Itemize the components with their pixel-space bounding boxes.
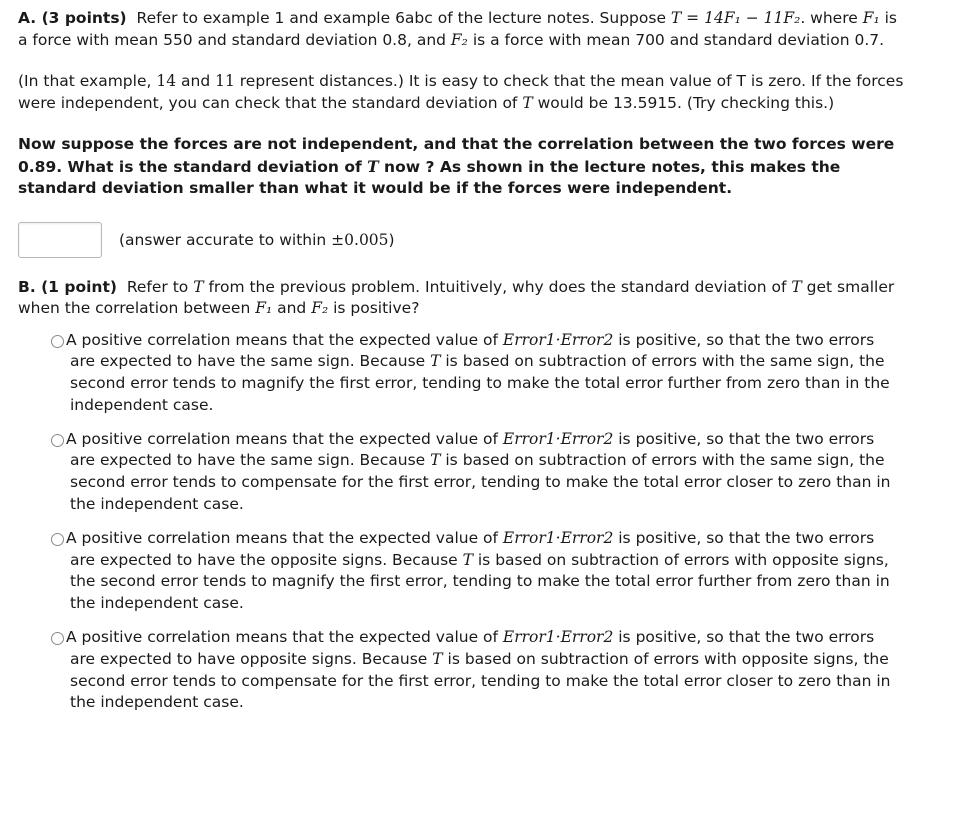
answer-input[interactable] [18, 222, 102, 258]
radio-button[interactable] [51, 434, 64, 447]
answer-option-2[interactable] [18, 429, 908, 516]
answer-option-1[interactable] [18, 330, 908, 417]
option-text: A positive correlation means that the expected value of Error1·Error2 is positive, so that the two errors are expected to have the same sign. Because T is based on subtraction of errors with the same sign, the second error tends to magnify the first error, tending to make the total error further from zero than in the independent case. [66, 330, 890, 414]
var-f1: F₁ [862, 9, 880, 27]
radio-button[interactable] [51, 335, 64, 348]
var-f2: F₂ [450, 30, 468, 49]
part-a-question: Now suppose the forces are not independent, and that the correlation between the two forces were 0.89. What is the standard deviation of T now ? As shown in the lecture notes, this makes the standard deviation smaller than what it would be if the forces were independent. [18, 135, 895, 197]
answer-option-3[interactable] [18, 528, 908, 615]
problem-page [18, 8, 908, 726]
part-b-question: B. (1 point) Refer to T from the previous problem. Intuitively, why does the standard deviation of T get smaller when the correlation between F₁ and F₂ is positive? [18, 277, 895, 317]
part-b-label: B. (1 point) [18, 277, 117, 296]
option-text: A positive correlation means that the expected value of Error1·Error2 is positive, so that the two errors are expected to have opposite signs. Because T is based on subtraction of errors with opposite signs, the second error tends to compensate for the first error, tending to make the total error closer to zero than in the independent case. [66, 628, 891, 712]
radio-button[interactable] [51, 533, 64, 546]
part-a-statement: A. (3 points) Refer to example 1 and example 6abc of the lecture notes. Suppose T = 14F₁ − 11F₂. where F₁ is a force with mean 550 and standard deviation 0.8, and F₂ is a force with mean 700 and standard deviation 0.7. [18, 9, 897, 49]
option-text: A positive correlation means that the expected value of Error1·Error2 is positive, so that the two errors are expected to have the opposite signs. Because T is based on subtraction of errors with opposite signs, the second error tends to magnify the first error, tending to make the total error further from zero than in the independent case. [66, 528, 890, 613]
formula-t: T = 14F₁ − 11F₂ [670, 9, 801, 27]
radio-button[interactable] [51, 632, 64, 645]
answer-option-4[interactable] [18, 627, 908, 714]
part-a-label: A. (3 points) [18, 9, 127, 27]
part-a-note: (In that example, 14 and 11 represent distances.) It is easy to check that the mean value of T is zero. If the forces were independent, you can check that the standard deviation of T would be 13.5915. (Try checking this.) [18, 72, 904, 112]
answer-tolerance-note: (answer accurate to within ±0.005) [119, 230, 395, 249]
answer-row [18, 221, 908, 259]
option-text: A positive correlation means that the expected value of Error1·Error2 is positive, so that the two errors are expected to have the same sign. Because T is based on subtraction of errors with the same sign, the second error tends to compensate for the first error, tending to make the total error closer to zero than in the independent case. [66, 429, 891, 514]
